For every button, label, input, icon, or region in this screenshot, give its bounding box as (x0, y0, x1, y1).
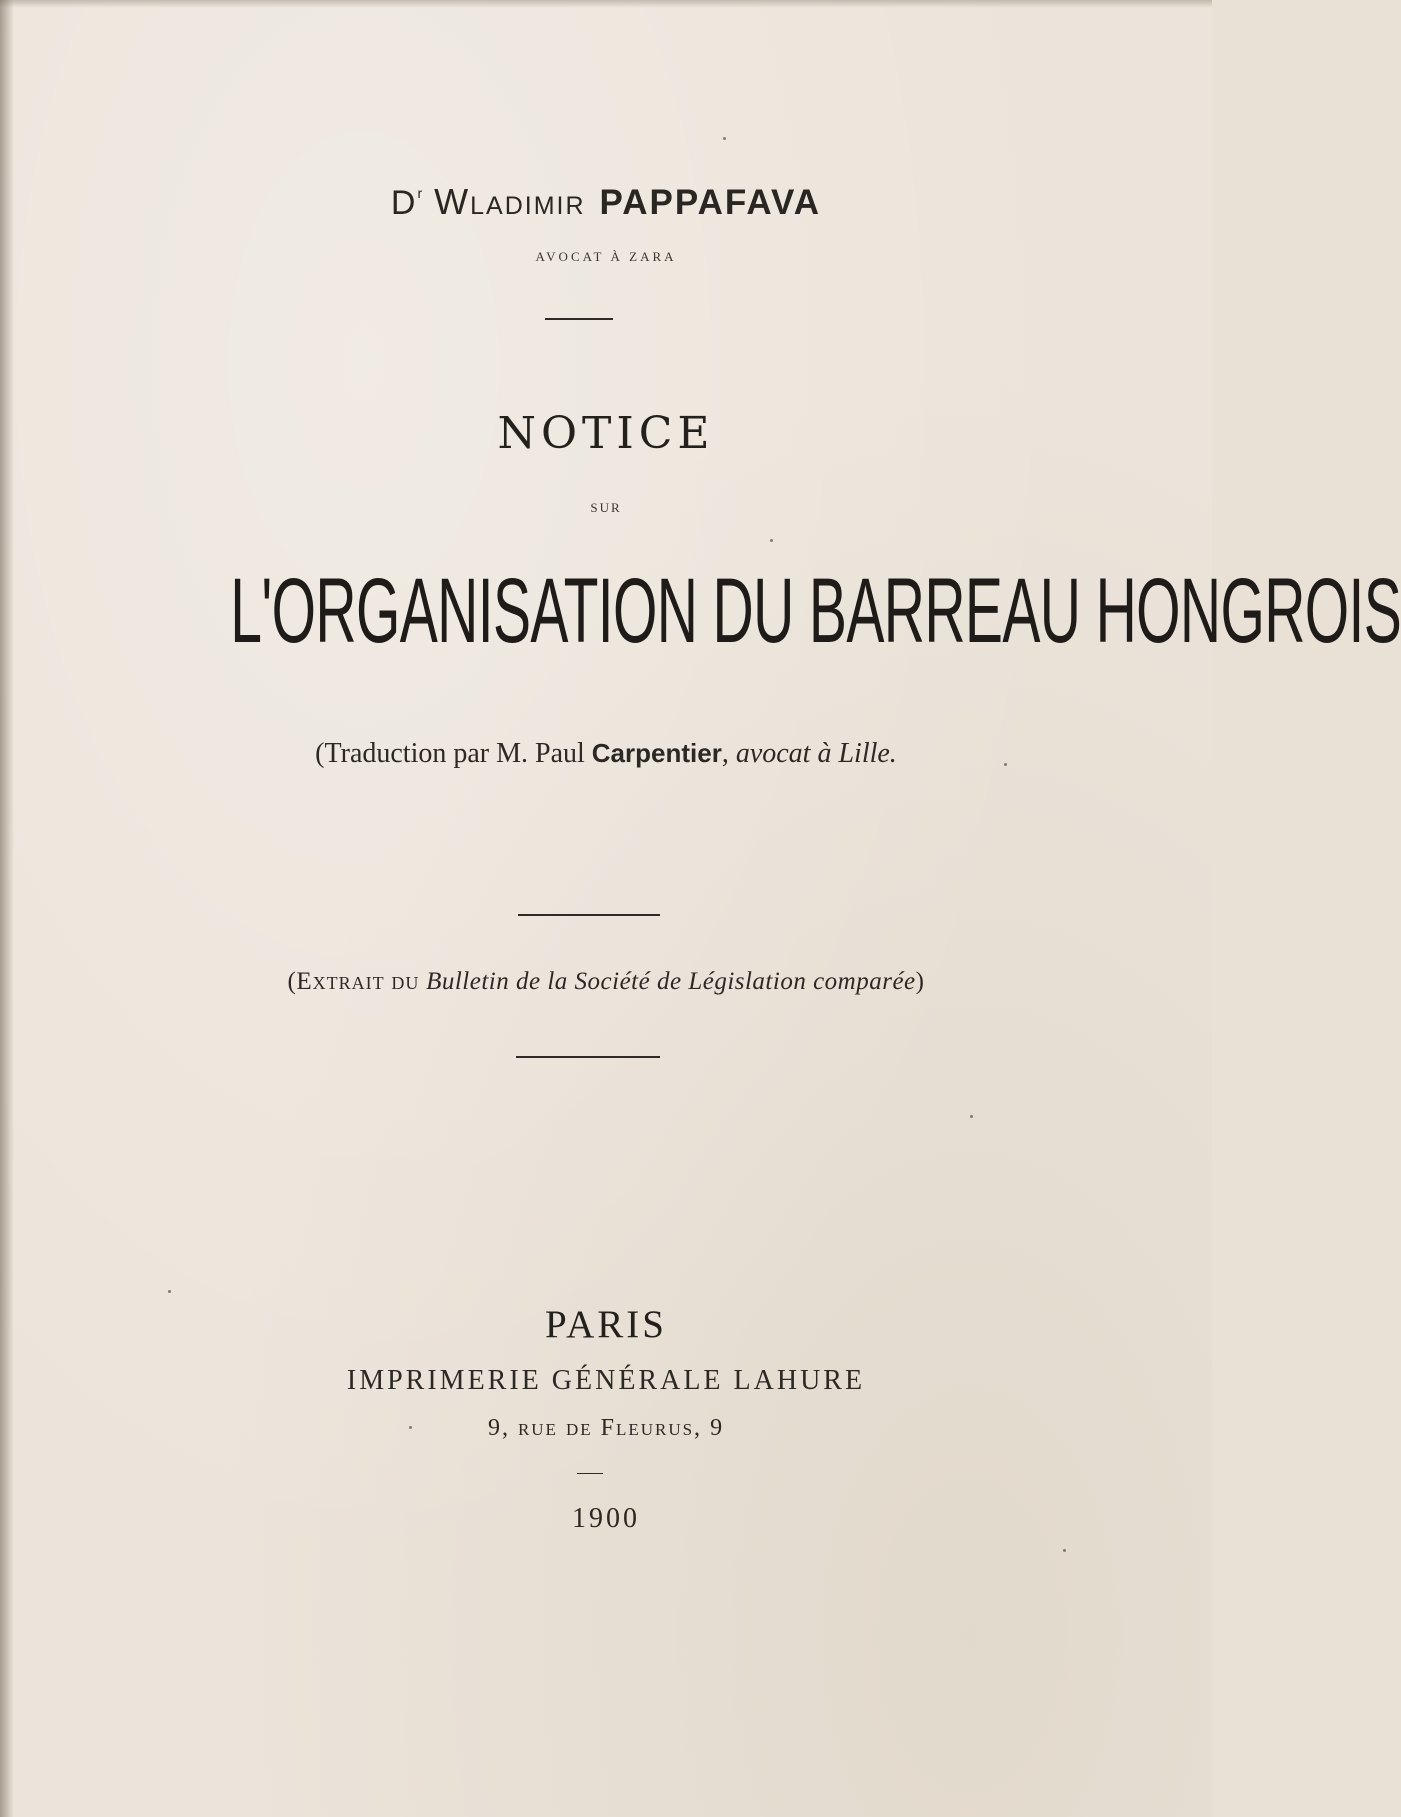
imprint-city: PARIS (545, 1303, 667, 1346)
extract-word: Extrait (296, 968, 385, 995)
page-edge-shadow (0, 0, 14, 1817)
extract-publication: Bulletin de la Société de Législation comparée (426, 968, 916, 995)
imprint-address (0, 1415, 1212, 1442)
address-number: 9, (487, 1415, 510, 1441)
imprint-year: 1900 (572, 1503, 640, 1534)
paper-speck (168, 1290, 171, 1293)
divider-rule-3 (516, 1056, 660, 1058)
paper-speck (770, 539, 773, 542)
translation-credit (0, 738, 1212, 770)
title-connector: SUR (590, 500, 622, 515)
extract-open-paren: ( (287, 968, 297, 995)
paper-speck (970, 1115, 973, 1118)
translator-name: Carpentier (591, 738, 722, 768)
address-number-end: 9 (710, 1415, 725, 1441)
page-top-shadow (0, 0, 1212, 8)
author-profession: AVOCAT À ZARA (535, 249, 677, 264)
document-subject: L'ORGANISATION DU BARREAU HONGROIS (230, 560, 1401, 662)
paper-speck (1004, 763, 1007, 766)
translator-role: avocat à Lille. (735, 738, 897, 769)
divider-rule-2 (518, 914, 660, 916)
translation-prefix: (Traduction par M. Paul (315, 738, 592, 769)
imprint-printer: IMPRIMERIE GÉNÉRALE LAHURE (346, 1365, 866, 1396)
paper-speck (409, 1426, 412, 1429)
extract-connector: du (391, 968, 420, 995)
author-first-name: Wladimir (434, 181, 586, 222)
extract-note (0, 968, 1212, 996)
extract-close-paren: ) (915, 968, 925, 995)
author-line (0, 181, 1212, 223)
address-street: rue de Fleurus, (517, 1415, 703, 1441)
divider-rule-4 (577, 1473, 603, 1474)
paper-speck (1063, 1549, 1066, 1552)
divider-rule-1 (545, 318, 613, 320)
author-title-superscript: r (417, 185, 425, 201)
document-title: NOTICE (497, 408, 715, 459)
author-title: D (390, 184, 418, 222)
author-surname: PAPPAFAVA (599, 183, 822, 222)
translation-separator: , (721, 738, 736, 769)
paper-speck (723, 137, 726, 140)
